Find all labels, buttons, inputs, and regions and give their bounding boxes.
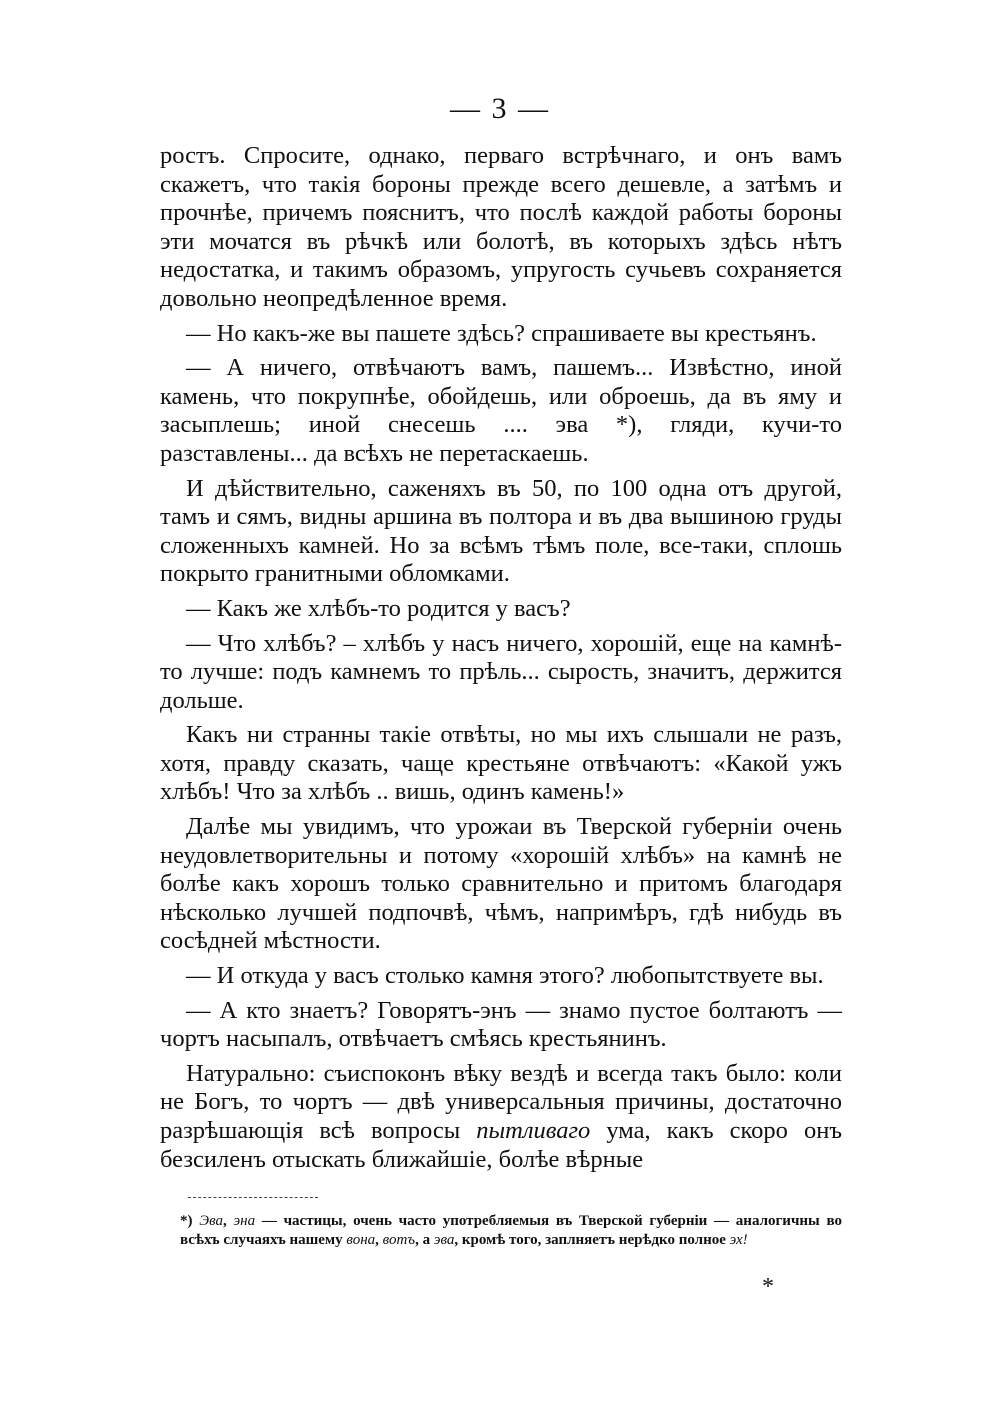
- paragraph: — Какъ же хлѣбъ-то родится у васъ?: [186, 594, 571, 622]
- footnote: [180, 1212, 842, 1250]
- footnote-word: Эва: [199, 1213, 223, 1229]
- footnote-text: , а: [415, 1232, 434, 1248]
- paragraph-text: ума, какъ скоро онъ безсиленъ отыскать ближайшіе, болѣе вѣрные: [160, 1117, 843, 1173]
- signature-mark: *: [762, 1274, 774, 1300]
- footnote-text: , кромѣ того, заплняетъ нерѣдко полное: [454, 1232, 730, 1248]
- paragraph: Далѣе мы увидимъ, что урожаи въ Тверской губерніи очень неудовлетворительны и потому «хорошій хлѣбъ» на камнѣ не болѣе какъ хорошъ только сравнительно и притомъ благодаря нѣсколько лучшей подпочвѣ, чѣмъ, напримѣръ, гдѣ нибудь въ сосѣдней мѣстности.: [160, 813, 842, 955]
- paragraph: — Но какъ-же вы пашете здѣсь? спрашиваете вы крестьянъ.: [186, 319, 817, 347]
- footnote-word: вона: [346, 1232, 376, 1248]
- paragraph: — И откуда у васъ столько камня этого? любопытствуете вы.: [186, 962, 824, 990]
- footnote-word: вотъ: [382, 1232, 416, 1248]
- paragraph: — Что хлѣбъ? – хлѣбъ у насъ ничего, хорошій, еще на камнѣ-то лучше: подъ камнемъ то прѣль... сырость, значитъ, держится дольше.: [160, 629, 842, 714]
- paragraph: [160, 1060, 842, 1174]
- footnote-text: ,: [375, 1232, 383, 1248]
- footnote-word: эва: [433, 1232, 455, 1248]
- paragraph-text: Натурально: съиспоконъ вѣку вездѣ и всегда такъ было: коли не Богъ, то чортъ — двѣ универсальныя причины, достаточно разрѣшающія всѣ вопросы: [160, 1059, 842, 1144]
- paragraph: Какъ ни странны такіе отвѣты, но мы ихъ слышали не разъ, хотя, правду сказать, чаще крестьяне отвѣчаютъ: «Какой ужъ хлѣбъ! Что за хлѣбъ .. вишь, одинъ камень!»: [160, 721, 842, 806]
- footnote-separator: [188, 1197, 318, 1198]
- main-text: [160, 142, 842, 1180]
- italic-word: пытливаго: [476, 1117, 591, 1144]
- paragraph: ростъ. Спросите, однако, перваго встрѣчнаго, и онъ вамъ скажетъ, что такія бороны прежде всего дешевле, а затѣмъ и прочнѣе, причемъ пояснитъ, что послѣ каждой работы бороны эти мочатся въ рѣчкѣ или болотѣ, въ которыхъ здѣсь нѣтъ недостатка, и такимъ образомъ, упругость сучьевъ сохраняется довольно неопредѣленное время.: [160, 142, 842, 312]
- footnote-text: ,: [223, 1213, 234, 1229]
- footnote-word: эх!: [729, 1232, 748, 1248]
- footnote-text: — частицы, очень часто употребляемыя въ Тверской губерніи — аналогичны во всѣхъ случаяхъ нашему: [180, 1213, 843, 1248]
- paragraph: — А ничего, отвѣчаютъ вамъ, пашемъ... Извѣстно, иной камень, что покрупнѣе, обойдешь, или оброешь, да въ яму и засыплешь; иной снесешь .... эва *), гляди, кучи-то разставлены... да всѣхъ не перетаскаешь.: [160, 354, 842, 467]
- paragraph: — А кто знаетъ? Говорятъ-энъ — знамо пустое болтаютъ — чортъ насыпалъ, отвѣчаетъ смѣясь крестьянинъ.: [160, 996, 842, 1053]
- footnote-word: эна: [233, 1213, 256, 1229]
- page-number: — 3 —: [450, 92, 550, 125]
- paragraph: И дѣйствительно, саженяхъ въ 50, по 100 одна отъ другой, тамъ и сямъ, видны аршина въ полтора и въ два вышиною груды сложенныхъ камней. Но за всѣмъ тѣмъ поле, все-таки, сплошь покрыто гранитными обломками.: [160, 474, 842, 588]
- footnote-marker: *): [180, 1213, 193, 1229]
